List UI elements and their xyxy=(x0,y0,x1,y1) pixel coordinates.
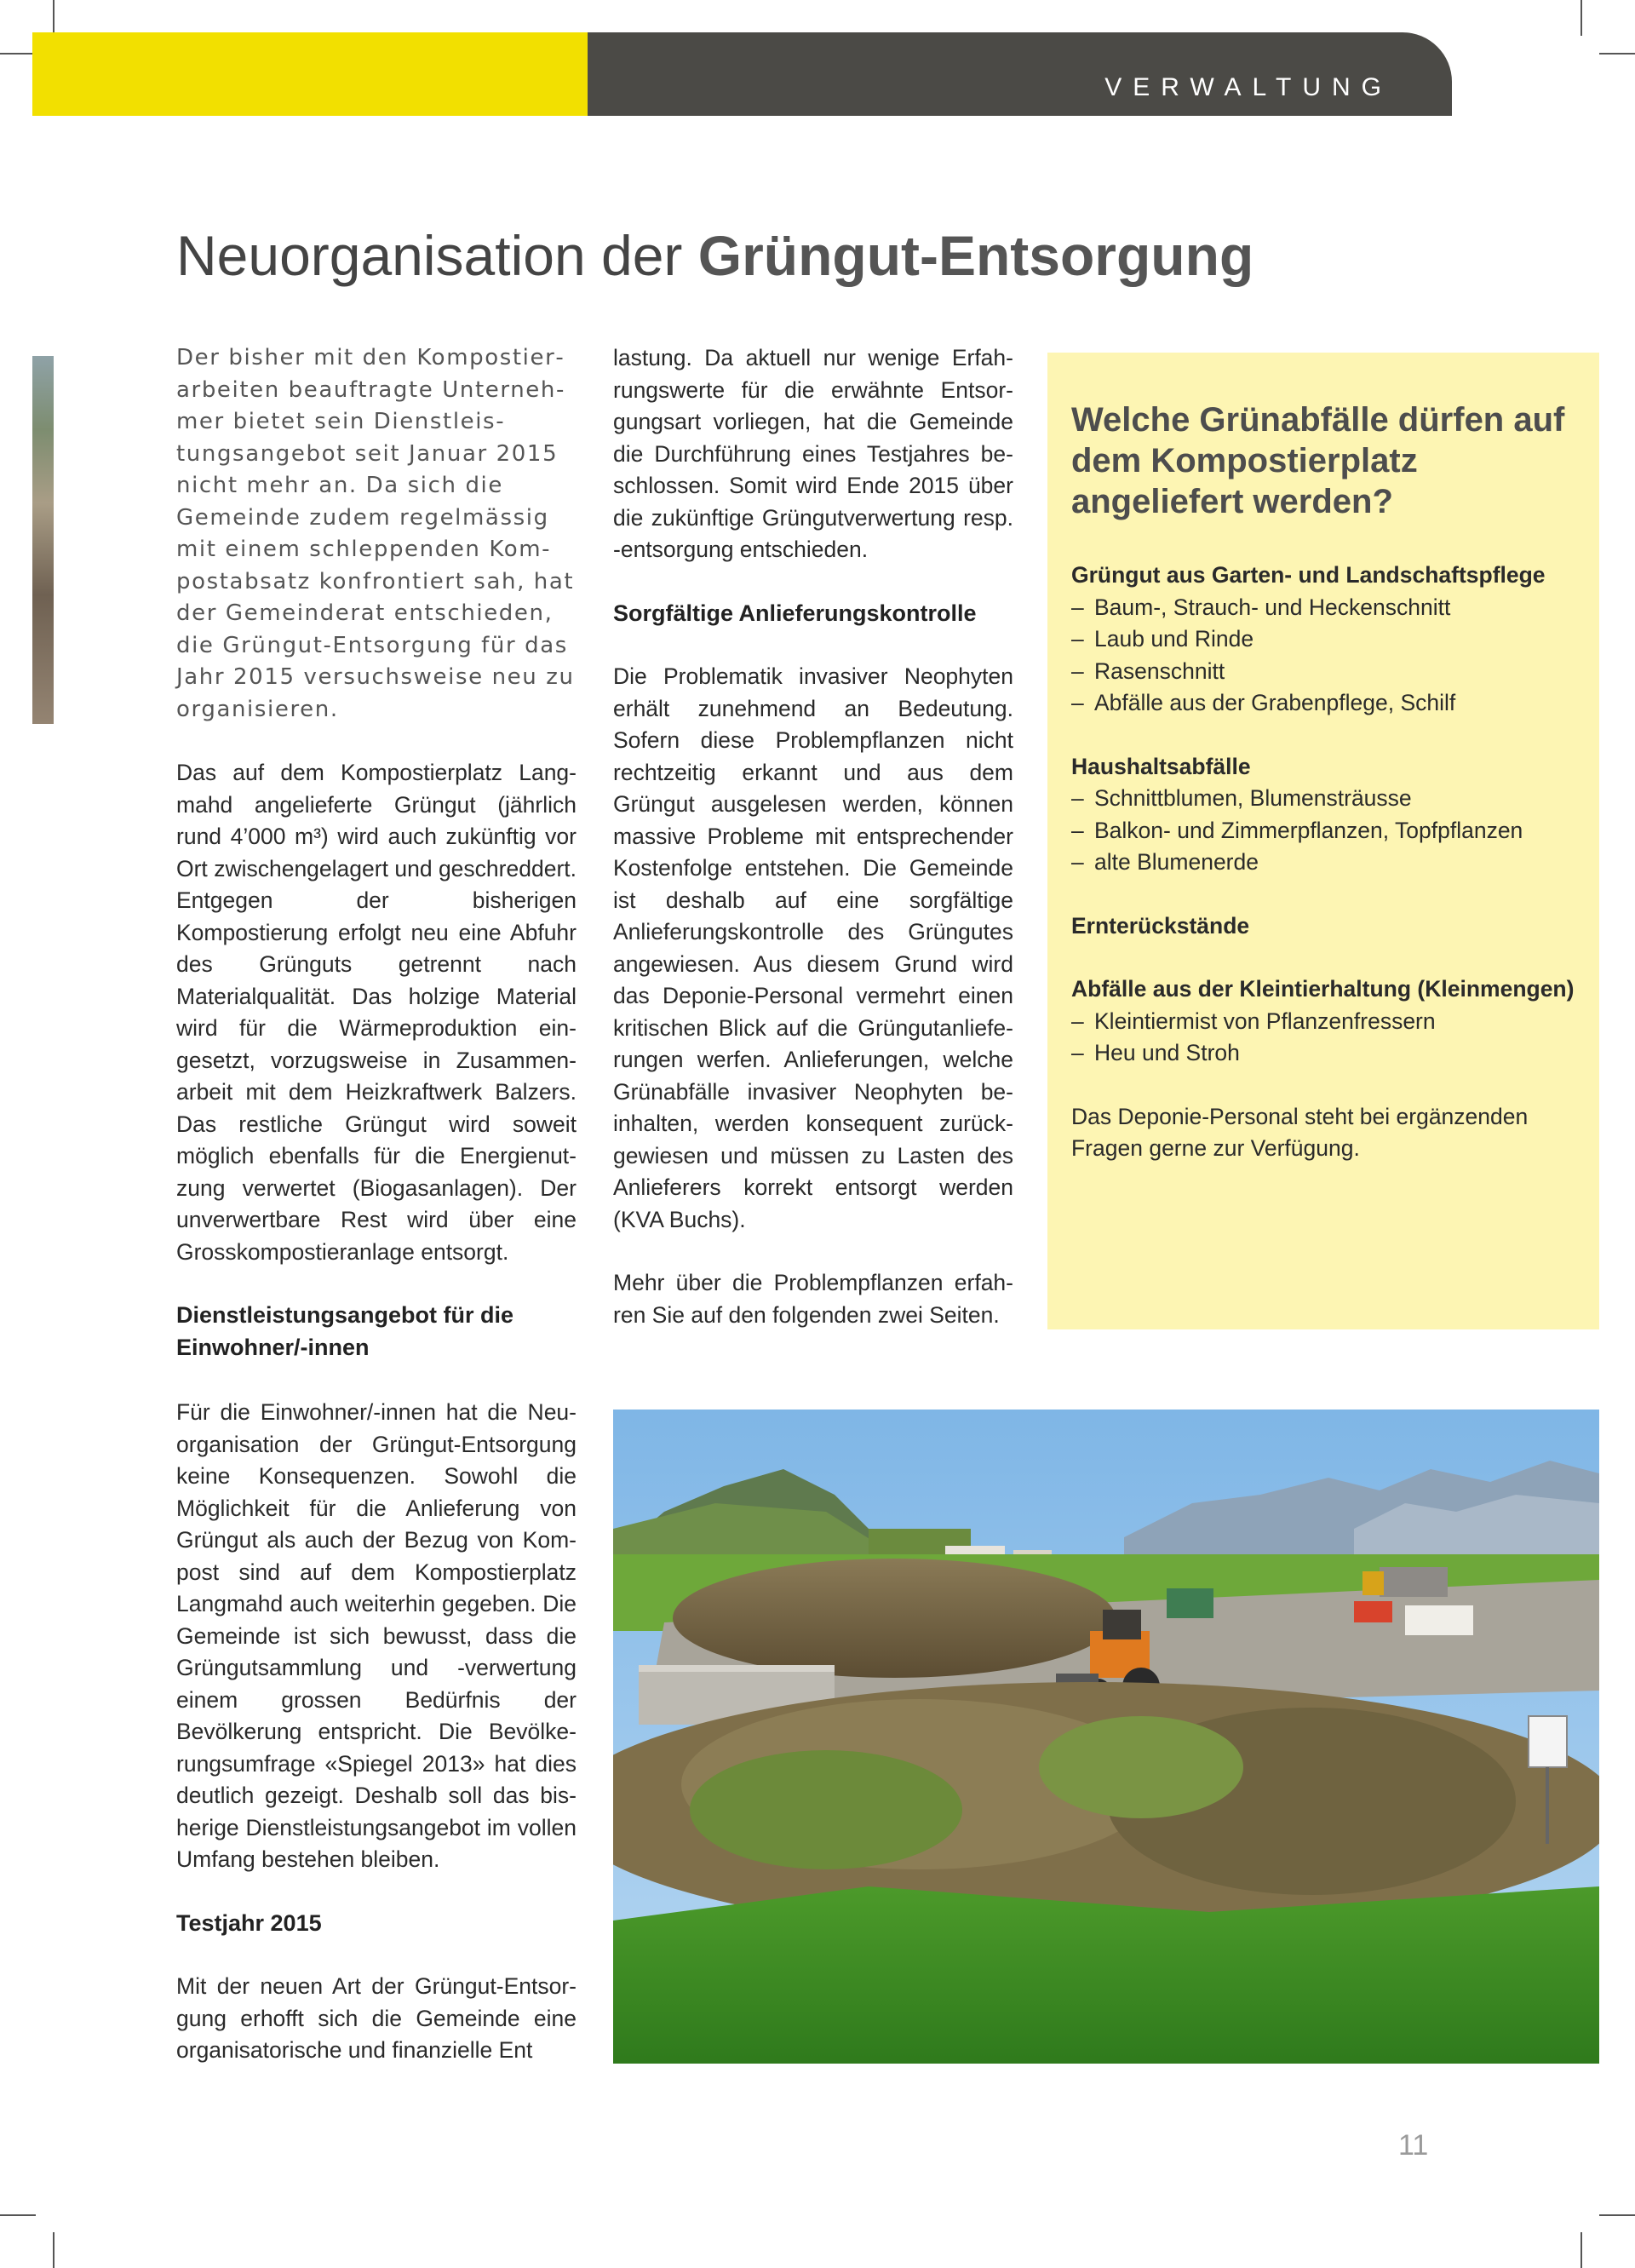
paragraph: Das auf dem Kompostierplatz Langmahd angelieferte Grüngut (jährlich rund 4’000 m³) wird auch zukünftig vor Ort zwischengelagert und geschreddert. Entgegen der bisherigen Kompostierung erfolgt neu eine Abfuhr des Grünguts getrennt nach Materialqualität. Das holzige Material wird für die Wärmeproduktion eingesetzt, vorzugsweise in Zusammenarbeit mit dem Heizkraftwerk Balzers. Das restliche Grüngut wird soweit möglich ebenfalls für die Energienutzung verwertet (Biogasanlagen). Der unverwertbare Rest wird über eine Grosskompostieranlage entsorgt. xyxy=(176,760,577,1265)
list-item: – Baum-, Strauch- und Heckenschnitt xyxy=(1071,592,1582,624)
info-box-note: Das Deponie-Personal steht bei ergänzenden Fragen gerne zur Verfügung. xyxy=(1071,1103,1529,1161)
list-item: – Balkon- und Zimmerpflanzen, Topfpflanzen xyxy=(1071,815,1582,847)
group-list xyxy=(1071,1006,1582,1070)
compost-site-photo xyxy=(613,1410,1599,2064)
list-item: – Schnittblumen, Blumensträusse xyxy=(1071,783,1582,815)
crop-mark xyxy=(1580,2232,1582,2268)
page-title xyxy=(176,223,1254,288)
list-item: – Laub und Rinde xyxy=(1071,623,1582,656)
paragraph: Die Problematik invasiver Neophyten erhält zunehmend an Bedeutung. Sofern diese Problempflanzen nicht rechtzeitig erkannt und aus dem Grüngut ausgelesen werden, können massive Probleme mit entsprechender Kostenfolge entstehen. Die Gemeinde ist deshalb auf eine sorgfältige Anlieferungskontrolle des Grüngutes angewiesen. Aus diesem Grund wird das Deponie-Personal vermehrt einen kritischen Blick auf die Grüngutanlieferungen werfen. Anlieferungen, welche Grünabfälle invasiver Neophyten beinhalten, werden konsequent zurückgewiesen und müssen zu Lasten des Anlieferers korrekt entsorgt werden (KVA Buchs). xyxy=(613,663,1013,1232)
info-box-title: Welche Grünabfälle dürfen auf dem Kompostierplatz angeliefert werden? xyxy=(1071,401,1565,520)
header-section-bar xyxy=(588,32,1452,116)
paragraph: Mehr über die Problempflanzen erfahren Sie auf den folgenden zwei Seiten. xyxy=(613,1270,1013,1328)
group-list xyxy=(1071,783,1582,879)
subheading: Dienstleistungsangebot für die Einwohner/-innen xyxy=(176,1302,514,1360)
subheading: Testjahr 2015 xyxy=(176,1909,322,1936)
paragraph: Mit der neuen Art der Grüngut-Entsorgung erhofft sich die Gemeinde eine organisatorische und finanzielle Ent xyxy=(176,1973,577,2063)
paragraph: lastung. Da aktuell nur wenige Erfahrungswerte für die erwähnte Entsorgungsart vorliegen, hat die Gemeinde die Durchführung eines Testjahres beschlossen. Somit wird Ende 2015 über die zukünftige Grüngutverwertung resp. -entsorgung entschieden. xyxy=(613,345,1013,562)
article-column-2 xyxy=(613,342,1013,1331)
group-title: Haushaltsabfälle xyxy=(1071,753,1251,779)
list-item: – Heu und Stroh xyxy=(1071,1037,1582,1070)
group-title: Grüngut aus Garten- und Landschaftspflege xyxy=(1071,562,1546,588)
list-item: – Abfälle aus der Grabenpflege, Schilf xyxy=(1071,687,1582,720)
crop-mark xyxy=(0,2214,36,2216)
crop-mark xyxy=(0,53,36,55)
list-item: – Rasenschnitt xyxy=(1071,656,1582,688)
list-item: – Kleintiermist von Pflanzenfressern xyxy=(1071,1006,1582,1038)
info-box xyxy=(1047,353,1599,1329)
crop-mark xyxy=(53,0,54,36)
page-number: 11 xyxy=(1398,2129,1429,2162)
title-light: Neuorganisation der xyxy=(176,224,698,287)
subheading: Sorgfältige Anlieferungskontrolle xyxy=(613,600,977,626)
crop-mark xyxy=(1580,0,1582,36)
previous-page-image-edge xyxy=(32,356,54,724)
group-list xyxy=(1071,592,1582,720)
paragraph: Für die Einwohner/-innen hat die Neuorganisation der Grüngut-Entsorgung keine Konsequenzen. Sowohl die Möglichkeit für die Anlieferung von Grüngut als auch der Bezug von Kompost sind auf dem Kompostierplatz Langmahd auch weiterhin gegeben. Die Gemeinde ist sich bewusst, dass die Grüngutsammlung und -verwertung einem grossen Bedürfnis der Bevölkerung entspricht. Die Bevölkerungsumfrage «Spiegel 2013» hat dies deutlich gezeigt. Deshalb soll das bisherige Dienstleistungsangebot im vollen Umfang bestehen bleiben. xyxy=(176,1399,577,1872)
article-column-1 xyxy=(176,342,577,1364)
group-title: Ernterückstände xyxy=(1071,912,1250,939)
crop-mark xyxy=(53,2232,54,2268)
crop-mark xyxy=(1599,53,1635,55)
group-title: Abfälle aus der Kleintierhaltung (Kleinmengen) xyxy=(1071,976,1575,1002)
crop-mark xyxy=(1599,2214,1635,2216)
list-item: – alte Blumenerde xyxy=(1071,847,1582,879)
header-yellow-band xyxy=(32,32,588,116)
section-label: VERWALTUNG xyxy=(1104,73,1392,101)
lead-paragraph: Der bisher mit den Kompostierarbeiten beauftragte Unternehmer bietet sein Dienstleistungsangebot seit Januar 2015 nicht mehr an. Da sich die Gemeinde zudem regelmässig mit einem schleppenden Kompostabsatz konfrontiert sah, hat der Gemeinderat entschieden, die Grüngut-Entsorgung für das Jahr 2015 versuchsweise neu zu organisieren. xyxy=(176,345,575,722)
article-column-1-continued xyxy=(176,1397,577,2067)
title-bold: Grüngut-Entsorgung xyxy=(697,224,1254,287)
